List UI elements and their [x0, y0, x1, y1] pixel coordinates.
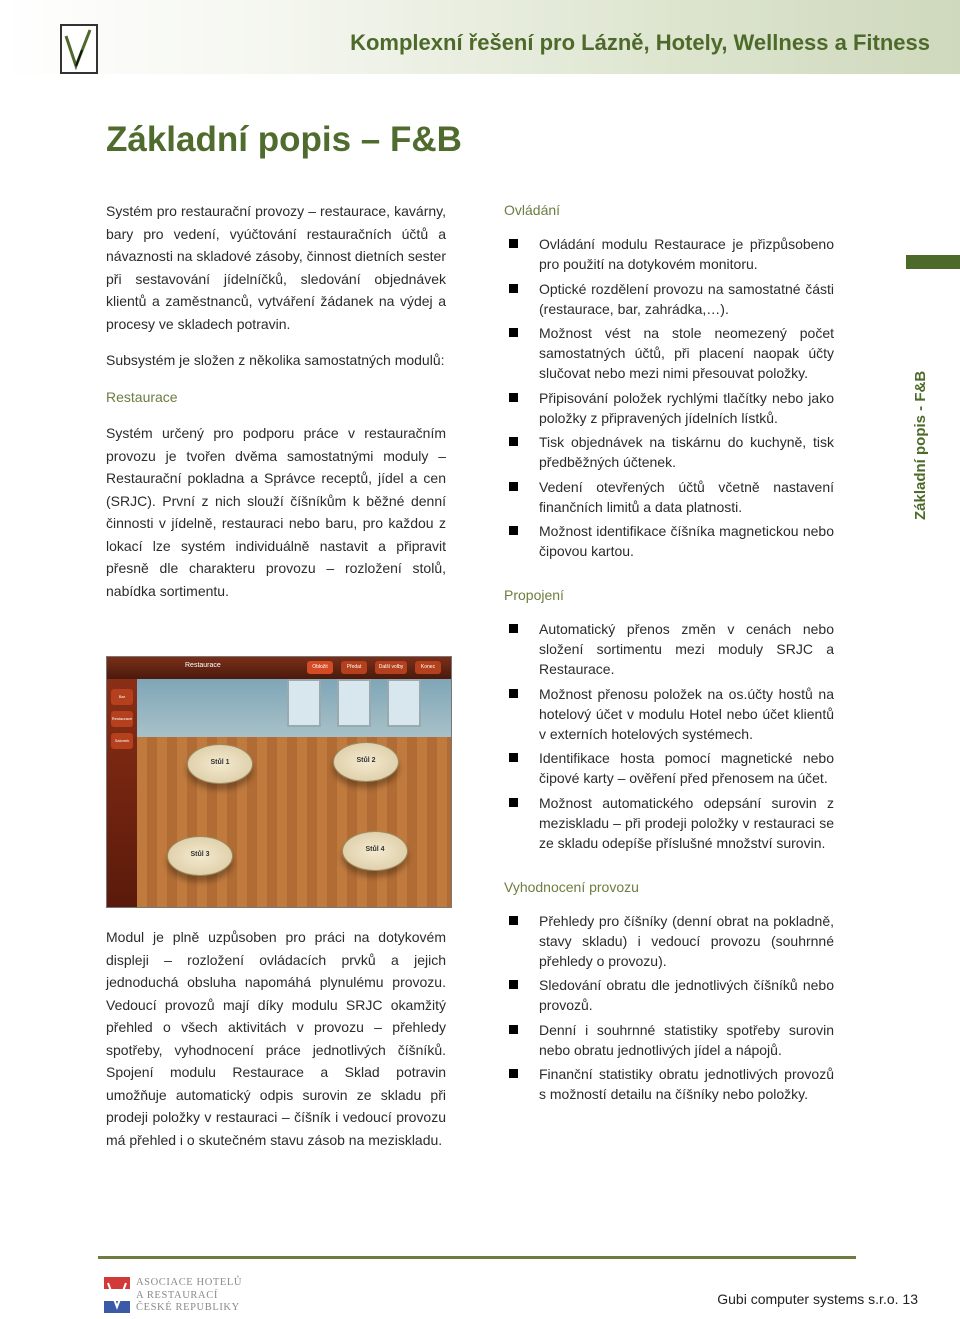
bullet-item: Možnost automatického odepsání surovin z meziskladu – při prodeji položky v restauraci se ze skladu odepíše příslušné množství surovin.: [504, 793, 834, 853]
screenshot-title: Restaurace: [185, 662, 221, 669]
bullet-item: Identifikace hosta pomocí magnetické nebo čipové karty – ověření před přenosem na účet.: [504, 748, 834, 788]
bullet-item: Přehledy pro číšníky (denní obrat na pokladně, stavy skladu) i vedoucí provozu (souhrnné přehledy o provozu).: [504, 911, 834, 971]
bullet-item: Možnost přenosu položek na os.účty hostů na hotelový účet v modulu Hotel nebo účet klientů v externích hotelových systémech.: [504, 684, 834, 744]
section-heading-propojeni: Propojení: [504, 587, 564, 603]
bullet-item: Tisk objednávek na tiskárnu do kuchyně, tisk předběžných účtenek.: [504, 432, 834, 472]
left-column: [106, 200, 446, 616]
side-label: Základní popis - F&B: [912, 370, 929, 520]
footer-company: [717, 1291, 918, 1307]
restaurace-paragraph: Systém určený pro podporu práce v restauračním provozu je tvořen dvěma samostatnými moduly – Restaurační pokladna a Správce receptů, jídel a cen (SRJC). První z nich slouží číšníkům k běžné denní činnosti v jídelně, restauraci nebo baru, pro každou z lokací lze systém individuálně nastavit a připravit přesně dle charakteru provozu – rozložení stolů, nabídka sortimentu.: [106, 425, 446, 599]
screenshot-side-button: Restaurace: [111, 711, 133, 727]
vyhodnoceni-list: [504, 911, 834, 1105]
association-logo: [104, 1277, 130, 1313]
section-heading-ovladani: Ovládání: [504, 202, 561, 218]
page-number: 13: [902, 1291, 918, 1307]
bullet-item: Finanční statistiky obratu jednotlivých provozů s možností detailu na číšníky nebo položky.: [504, 1064, 834, 1104]
table-4: [342, 831, 408, 871]
screenshot-room: [137, 679, 451, 907]
screenshot-button: Obložit: [307, 661, 333, 674]
table-label: Stůl 1: [210, 759, 230, 766]
table-label: Stůl 4: [365, 846, 385, 853]
screenshot-side-button: Bar: [111, 689, 133, 705]
bullet-item: Optické rozdělení provozu na samostatné části (restaurace, bar, zahrádka,…).: [504, 279, 834, 319]
table-1: [187, 744, 253, 784]
footer-divider: [98, 1256, 856, 1259]
room-window: [287, 679, 321, 727]
company-name: Gubi computer systems s.r.o.: [717, 1291, 899, 1307]
screenshot-button: Další volby: [375, 661, 407, 674]
bullet-item: Automatický přenos změn v cenách nebo složení sortimentu mezi moduly SRJC a Restaurace.: [504, 619, 834, 679]
screenshot-button: Předat: [341, 661, 367, 674]
modul-paragraph: Modul je plně uzpůsoben pro práci na dotykovém displeji – rozložení ovládacích prvků a jejich jednoduchá obsluha napomáhá plynulému provozu. Vedoucí provozů mají díky modulu SRJC okamžitý přehled o všech aktivitách v provozu – přehledy spotřeby, vyhodnocení práce jednotlivých číšníků. Spojení modulu Restaurace a Sklad potravin umožňuje automatický odpis surovin ze skladu při prodeji položky v restauraci – číšník i vedoucí provozu má přehled i o skutečném stavu zásob na meziskladu.: [106, 929, 446, 1148]
bullet-item: Sledování obratu dle jednotlivých číšníků nebo provozů.: [504, 975, 834, 1015]
table-3: [167, 836, 233, 876]
side-accent-bar: [906, 255, 960, 269]
ovladani-list: [504, 234, 834, 561]
table-2: [333, 742, 399, 782]
room-floor: [137, 737, 451, 907]
section-heading-restaurace: Restaurace: [106, 388, 178, 405]
association-line: ČESKÉ REPUBLIKY: [136, 1302, 240, 1313]
company-logo: [60, 24, 98, 74]
screenshot-button: Konec: [415, 661, 441, 674]
bullet-item: Možnost vést na stole neomezený počet samostatných účtů, při placení naopak účty slučovat nebo mezi nimi přesouvat položky.: [504, 323, 834, 383]
table-label: Stůl 2: [356, 757, 376, 764]
right-column: [504, 200, 834, 1122]
association-line: ASOCIACE HOTELŮ: [136, 1277, 243, 1288]
screenshot-sidebar: [107, 679, 137, 907]
section-heading-vyhodnoceni: Vyhodnocení provozu: [504, 878, 639, 895]
screenshot-titlebar: [107, 657, 451, 679]
propojeni-list: [504, 619, 834, 853]
intro-paragraph: Systém pro restaurační provozy – restaurace, kavárny, bary pro vedení, vyúčtování restauračních účtů a návaznosti na skladové zásoby, činnost dietních sester při sestavování jídelníčků, sledování objednávek klientů a zaměstnanců, vytváření žádanek na výdej a procesy ve skladech potravin.: [106, 203, 446, 332]
bullet-item: Vedení otevřených účtů včetně nastavení finančních limitů a data platnosti.: [504, 477, 834, 517]
room-wall: [137, 679, 451, 739]
room-window: [337, 679, 371, 727]
bullet-item: Připisování položek rychlými tlačítky nebo jako položky z připravených jídelních lístků.: [504, 388, 834, 428]
bullet-item: Denní i souhrnné statistiky spotřeby surovin nebo obratu jednotlivých jídel a nápojů.: [504, 1020, 834, 1060]
room-window: [387, 679, 421, 727]
header-title: Komplexní řešení pro Lázně, Hotely, Wellness a Fitness: [350, 30, 930, 55]
bullet-item: Možnost identifikace číšníka magnetickou nebo čipovou kartou.: [504, 521, 834, 561]
association-name: [136, 1277, 242, 1315]
screenshot-side-button: Salonek: [111, 733, 133, 749]
subsystem-paragraph: Subsystém je složen z několika samostatných modulů:: [106, 352, 445, 368]
table-label: Stůl 3: [190, 851, 210, 858]
association-line: A RESTAURACÍ: [136, 1289, 218, 1301]
restaurant-app-screenshot: [106, 656, 452, 908]
page-title: Základní popis – F&B: [106, 120, 462, 159]
bullet-item: Ovládání modulu Restaurace je přizpůsobeno pro použití na dotykovém monitoru.: [504, 234, 834, 274]
left-column-bottom: [106, 926, 446, 1165]
